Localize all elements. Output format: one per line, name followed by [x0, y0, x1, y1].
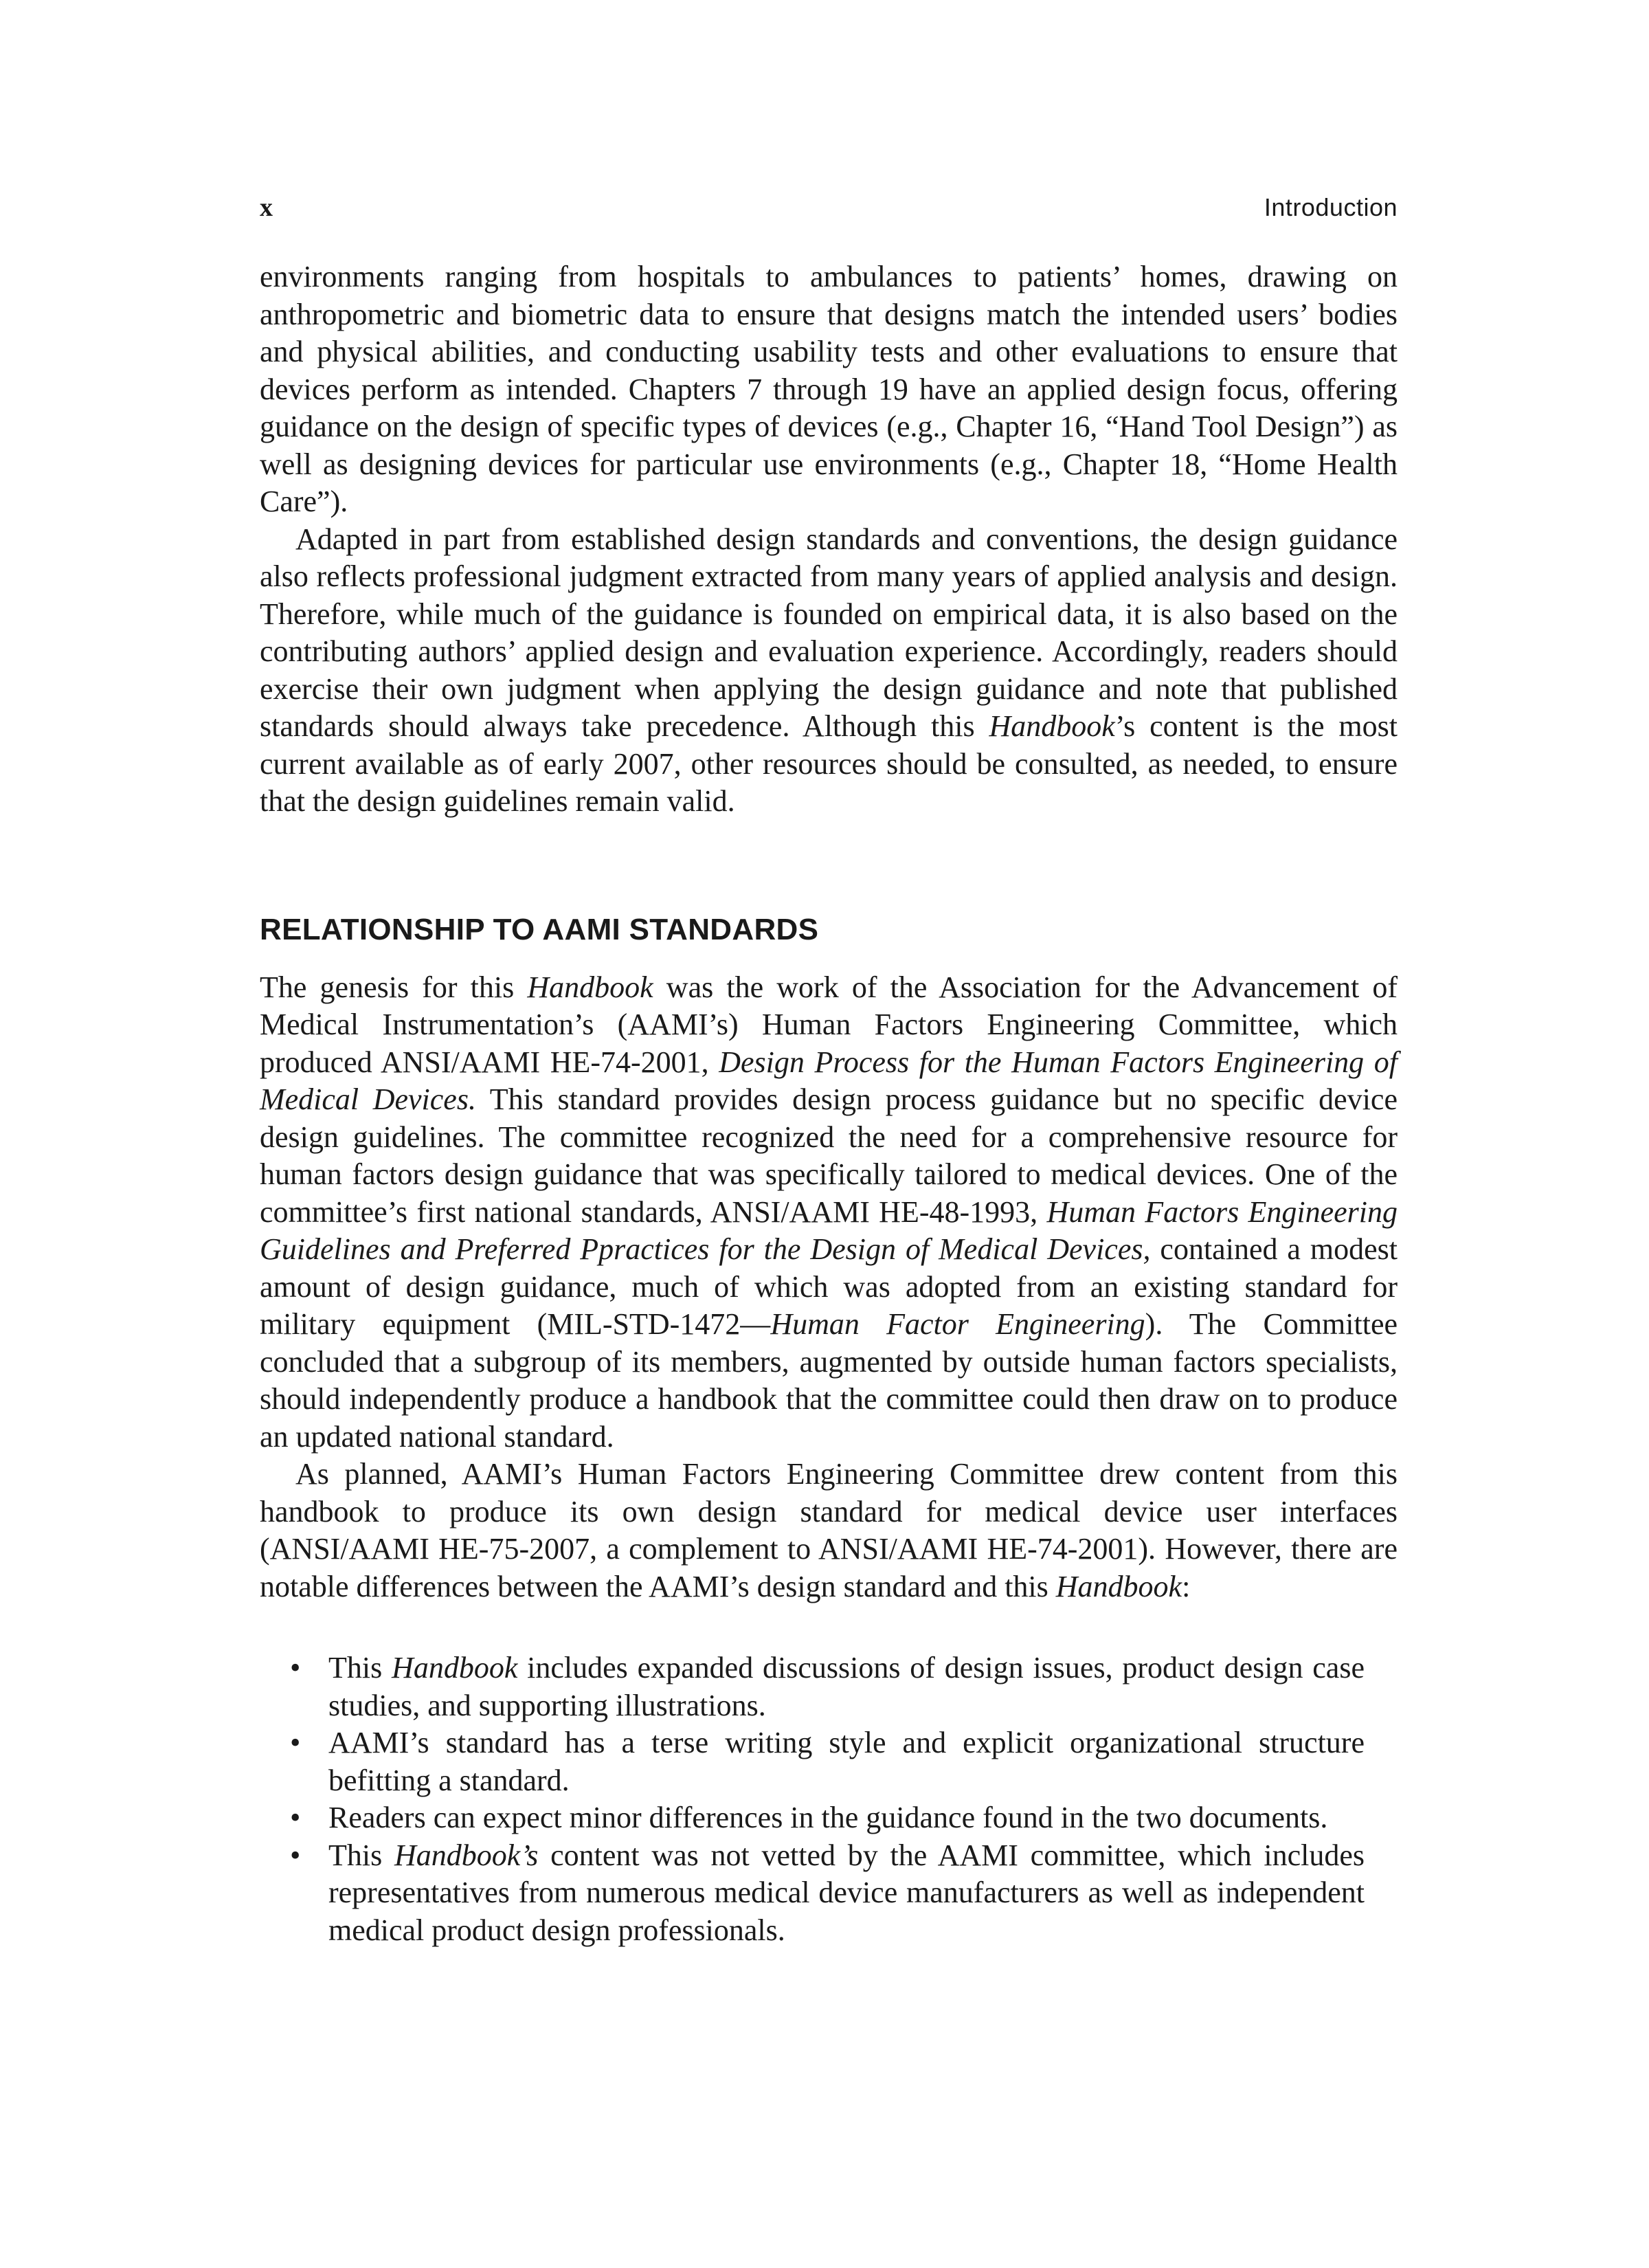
list-item: • AAMI’s standard has a terse writing style and explicit organizational structure befitting a standard. — [290, 1726, 1365, 1797]
running-title: Introduction — [1264, 193, 1398, 221]
bullet-icon: • — [290, 1838, 301, 1872]
section-paragraph-1: The genesis for this Handbook was the work of the Association for the Advancement of Medical Instrumentation’s (AAMI’s) Human Factors Engineering Committee, which produced ANSI/AAMI HE-74-2001, Design Process for the Human Factors Engineering of Medical Devices. This standard provides design process guidance but no specific device design guidelines. The committee recognized the need for a comprehensive resource for human factors design guidance that was specifically tailored to medical devices. One of the committee’s first national standards, ANSI/AAMI HE-48-1993, Human Factors Engineering Guidelines and Preferred Ppractices for the Design of Medical Devices, contained a modest amount of design guidance, much of which was adopted from an existing standard for military equipment (MIL-STD-1472—Human Factor Engineering). The Committee concluded that a subgroup of its members, augmented by outside human factors specialists, should independently produce a handbook that the committee could then draw on to produce an updated national standard. — [260, 970, 1398, 1454]
document-page — [260, 192, 1398, 1949]
bullet-icon: • — [290, 1801, 301, 1834]
running-header — [260, 192, 1398, 234]
bullet-icon: • — [290, 1651, 301, 1685]
body-text — [260, 258, 1398, 1949]
list-item: • Readers can expect minor differences in the guidance found in the two documents. — [260, 1799, 1365, 1837]
list-item: • This Handbook includes expanded discussions of design issues, product design case studies, and supporting illustrations. — [290, 1651, 1365, 1722]
intro-paragraph-2: Adapted in part from established design standards and conventions, the design guidance also reflects professional judgment extracted from many years of applied analysis and design. Therefore, while much of the guidance is founded on empirical data, it is also based on the contributing authors’ applied design and evaluation experience. Accordingly, readers should exercise their own judgment when applying the design guidance and note that published standards should always take precedence. Although this Handbook’s content is the most current available as of early 2007, other resources should be consulted, as needed, to ensure that the design guidelines remain valid. — [260, 522, 1398, 818]
list-item: • This Handbook’s content was not vetted by the AAMI committee, which includes representatives from numerous medical device manufacturers as well as independent medical product design professionals. — [290, 1838, 1365, 1947]
bullet-list — [260, 1649, 1398, 1949]
section-paragraph-2: As planned, AAMI’s Human Factors Engineering Committee drew content from this handbook to produce its own design standard for medical device user interfaces (ANSI/AAMI HE-75-2007, a complement to ANSI/AAMI HE-74-2001). However, there are notable differences between the AAMI’s design standard and this Handbook: — [260, 1457, 1398, 1603]
section-heading: RELATIONSHIP TO AAMI STANDARDS — [260, 912, 819, 946]
bullet-icon: • — [290, 1726, 301, 1759]
page-number: x — [260, 193, 273, 222]
intro-paragraph-1: environments ranging from hospitals to ambulances to patients’ homes, drawing on anthropometric and biometric data to ensure that designs match the intended users’ bodies and physical abilities, and conducting usability tests and other evaluations to ensure that devices perform as intended. Chapters 7 through 19 have an applied design focus, offering guidance on the design of specific types of devices (e.g., Chapter 16, “Hand Tool Design”) as well as designing devices for particular use environments (e.g., Chapter 18, “Home Health Care”). — [260, 260, 1398, 518]
